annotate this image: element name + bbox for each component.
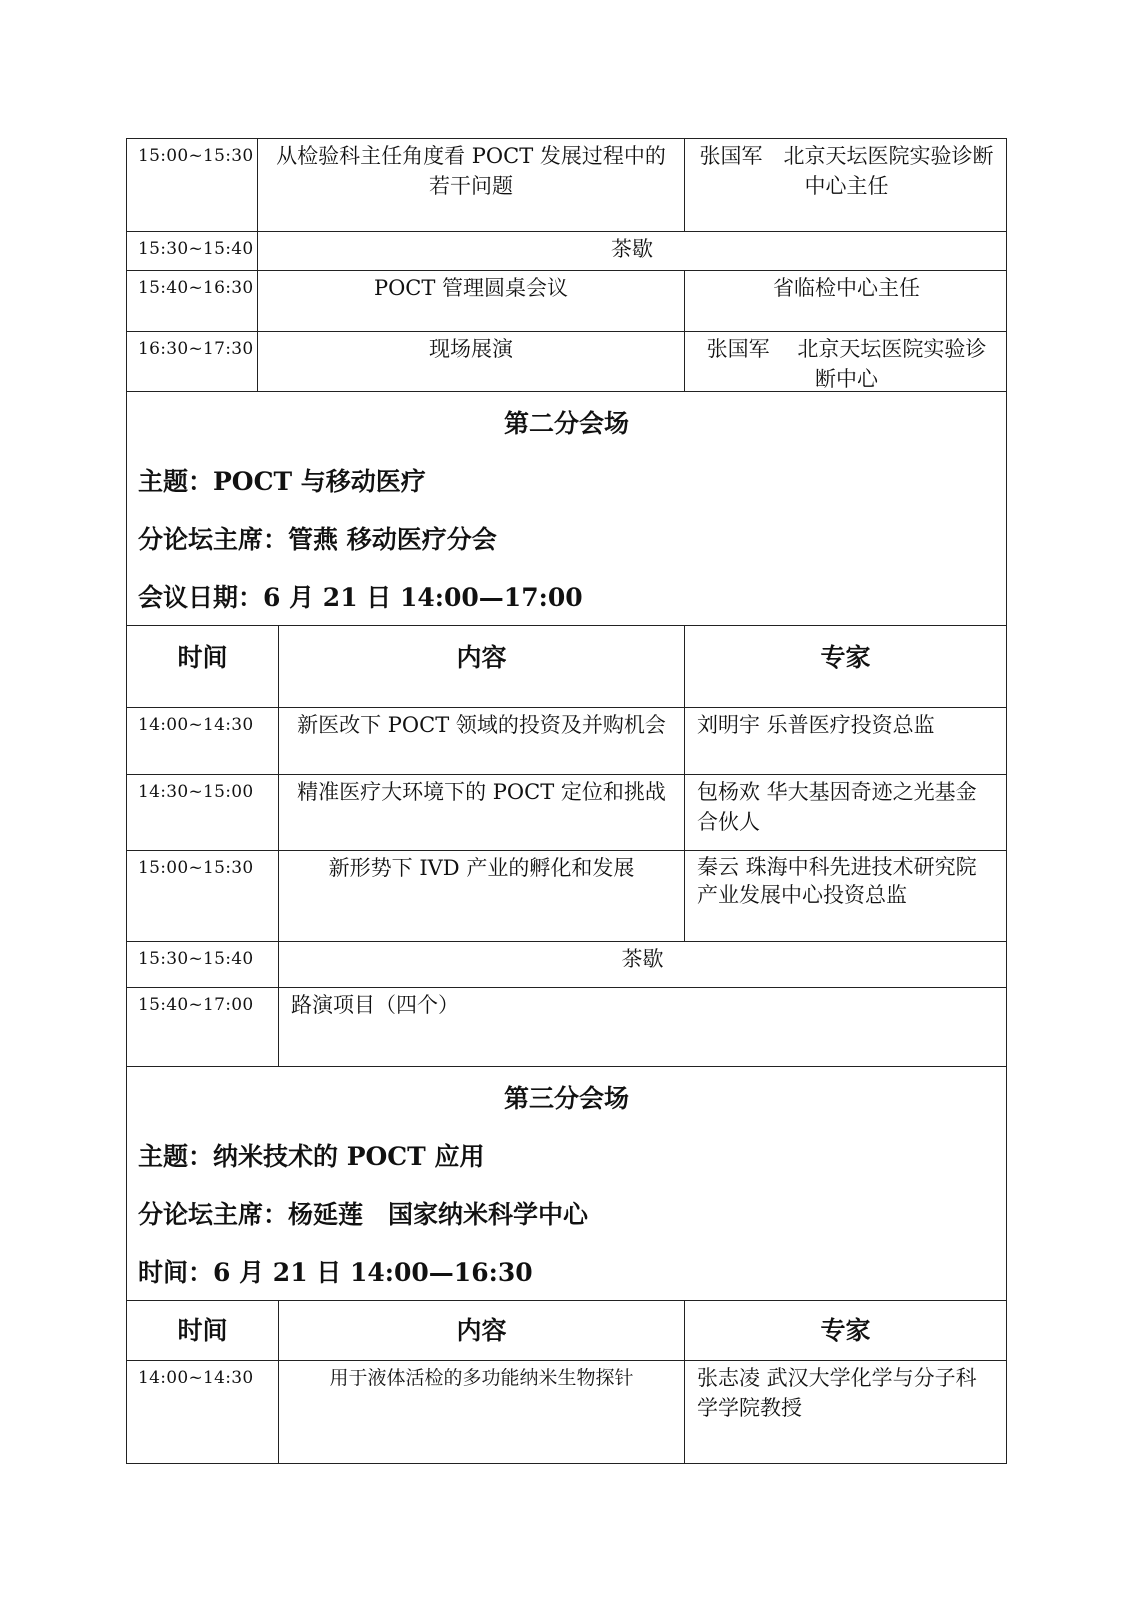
content-cell: 从检验科主任角度看 POCT 发展过程中的若干问题 [257,139,684,231]
expert-cell: 张国军 北京天坛医院实验诊断中心主任 [684,139,1006,231]
section3-title: 第三分会场 [503,1084,629,1113]
time-cell: 15:40~16:30 [138,278,254,298]
header-time: 时间 [177,1316,228,1345]
expert-cell: 刘明宇 乐普医疗投资总监 [684,708,1006,774]
section2-chair: 分论坛主席：管燕 移动医疗分会 [138,525,497,554]
break-cell: 茶歇 [257,232,1006,270]
table-row [127,941,1006,987]
table-row [127,270,1006,331]
section2-title: 第二分会场 [503,409,629,438]
expert-cell: 张志凌 武汉大学化学与分子科学学院教授 [684,1361,1006,1463]
table-row [127,707,1006,774]
header-content: 内容 [278,1301,684,1360]
header-content: 内容 [278,626,684,707]
content-cell: 新形势下 IVD 产业的孵化和发展 [278,851,684,941]
agenda-table [126,138,1007,1464]
section3-chair: 分论坛主席：杨延莲 国家纳米科学中心 [138,1200,589,1229]
content-cell: 用于液体活检的多功能纳米生物探针 [278,1361,684,1463]
time-cell: 14:00~14:30 [138,1368,254,1388]
header-expert: 专家 [684,626,1006,707]
time-cell: 14:30~15:00 [138,782,254,802]
table-row [127,139,1006,231]
time-cell: 14:00~14:30 [138,715,254,735]
expert-cell: 包杨欢 华大基因奇迹之光基金合伙人 [684,775,1006,850]
section2-theme: 主题：POCT 与移动医疗 [138,467,426,496]
break-cell: 茶歇 [278,942,1006,987]
content-cell: 精准医疗大环境下的 POCT 定位和挑战 [278,775,684,850]
section3-info [127,1066,1006,1300]
content-cell: POCT 管理圆桌会议 [257,271,684,331]
table-row [127,231,1006,270]
expert-cell: 秦云 珠海中科先进技术研究院产业发展中心投资总监 [684,851,1006,941]
header-expert: 专家 [684,1301,1006,1360]
section2-date: 会议日期：6 月 21 日 14:00—17:00 [138,583,583,612]
table-row [127,774,1006,850]
section3-date: 时间：6 月 21 日 14:00—16:30 [138,1258,533,1287]
table-row [127,331,1006,391]
section3-header-row [127,1300,1006,1360]
expert-cell: 省临检中心主任 [684,271,1006,331]
time-cell: 15:00~15:30 [138,858,254,878]
content-cell: 路演项目（四个） [278,988,1006,1066]
expert-cell: 张国军 北京天坛医院实验诊断中心 [684,332,1006,391]
table-row [127,850,1006,941]
header-time: 时间 [177,643,228,672]
time-cell: 15:30~15:40 [138,949,254,969]
time-cell: 15:30~15:40 [138,239,254,259]
content-cell: 现场展演 [257,332,684,391]
content-cell: 新医改下 POCT 领域的投资及并购机会 [278,708,684,774]
table-row [127,987,1006,1066]
time-cell: 15:00~15:30 [138,146,254,166]
table-row [127,1360,1006,1463]
section2-info [127,391,1006,625]
section2-header-row [127,625,1006,707]
section3-theme: 主题：纳米技术的 POCT 应用 [138,1142,485,1171]
time-cell: 15:40~17:00 [138,995,254,1015]
time-cell: 16:30~17:30 [138,339,254,359]
